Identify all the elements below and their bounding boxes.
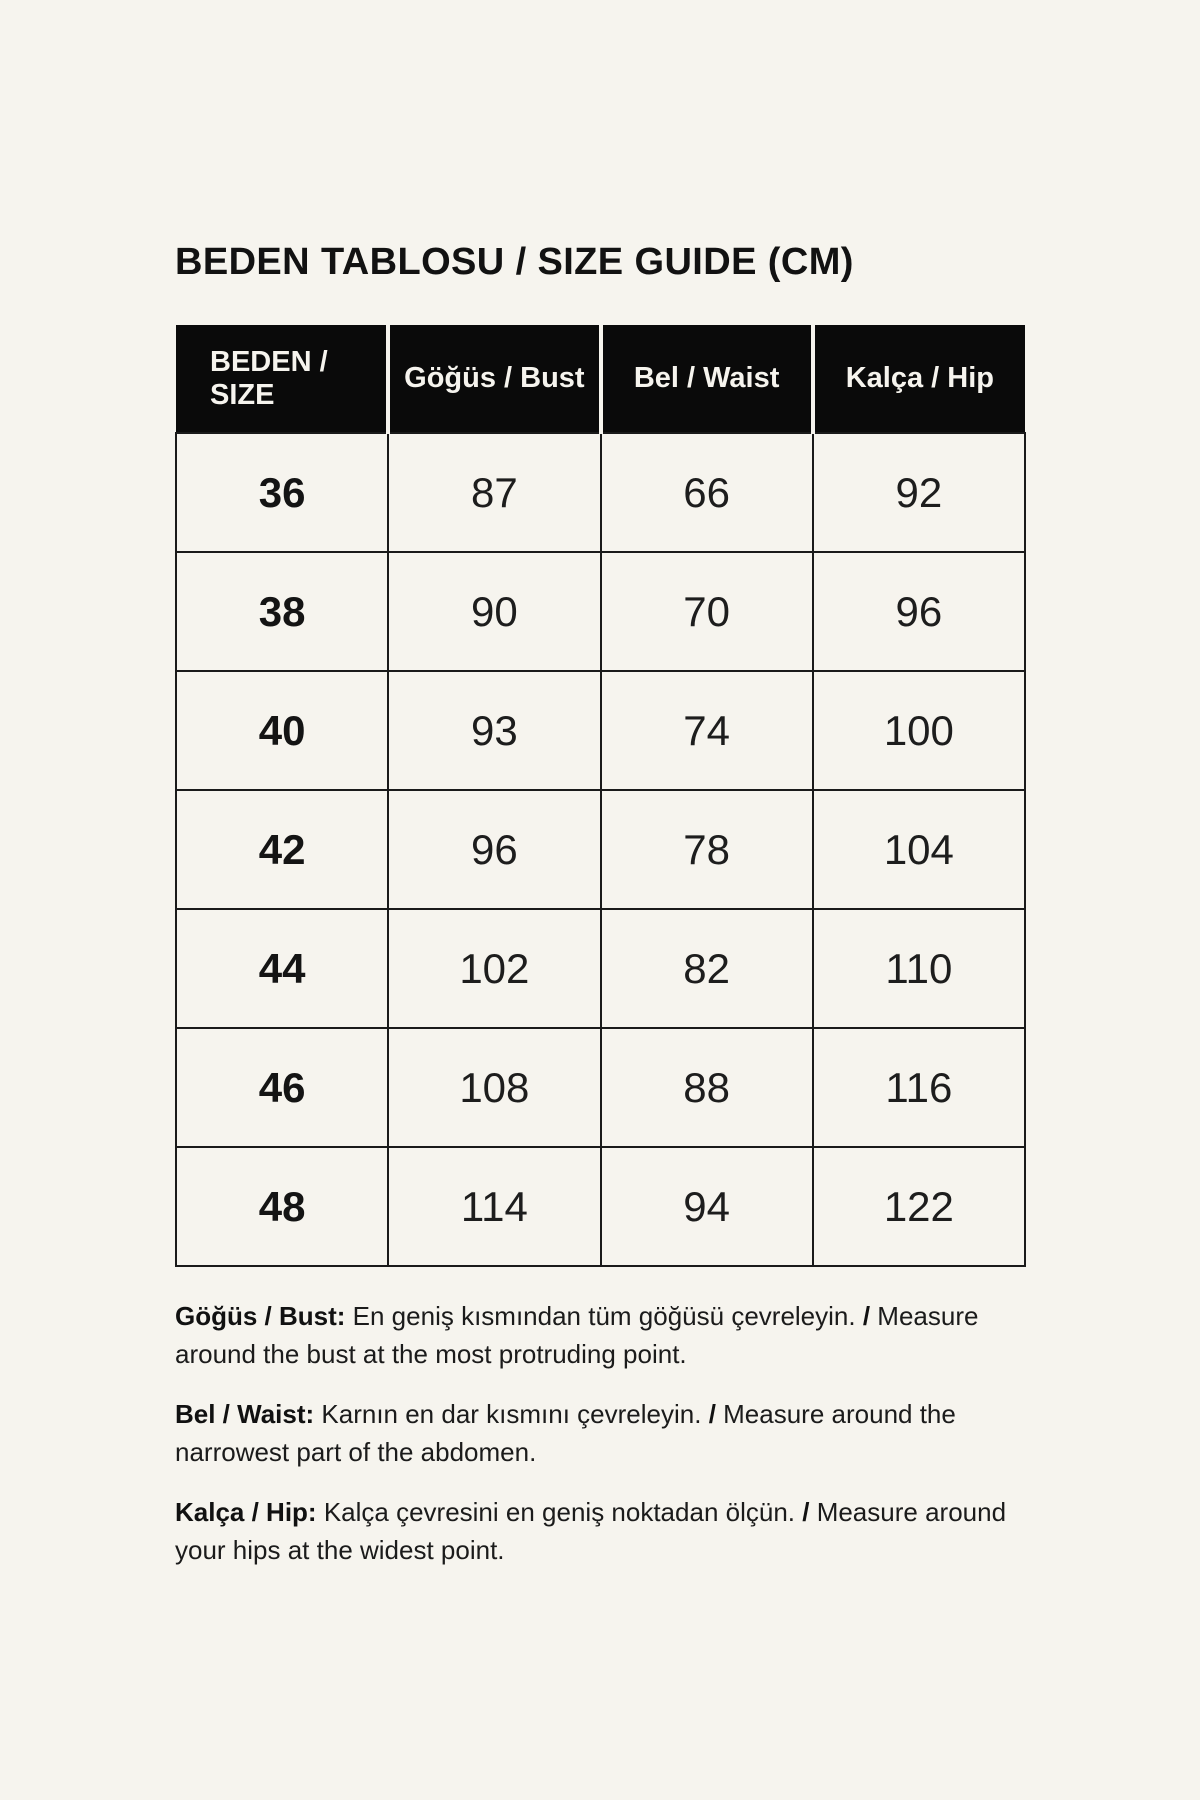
- table-row: [176, 790, 1025, 909]
- bust-cell: 96: [388, 790, 600, 909]
- hip-cell: 92: [813, 433, 1025, 552]
- bust-cell: 93: [388, 671, 600, 790]
- table-row: [176, 1028, 1025, 1147]
- waist-cell: 88: [601, 1028, 813, 1147]
- size-cell: 48: [176, 1147, 388, 1266]
- hip-cell: 104: [813, 790, 1025, 909]
- size-table: [175, 325, 1026, 1267]
- bust-cell: 102: [388, 909, 600, 1028]
- column-header-bust: Göğüs / Bust: [388, 325, 600, 433]
- waist-cell: 94: [601, 1147, 813, 1266]
- hip-cell: 110: [813, 909, 1025, 1028]
- size-cell: 36: [176, 433, 388, 552]
- bust-cell: 87: [388, 433, 600, 552]
- bust-cell: 108: [388, 1028, 600, 1147]
- size-cell: 38: [176, 552, 388, 671]
- note-separator: /: [802, 1497, 810, 1527]
- waist-cell: 66: [601, 433, 813, 552]
- bust-cell: 114: [388, 1147, 600, 1266]
- size-cell: 40: [176, 671, 388, 790]
- table-row: [176, 433, 1025, 552]
- column-header-waist: Bel / Waist: [601, 325, 813, 433]
- note-label: Kalça / Hip:: [175, 1497, 317, 1527]
- hip-cell: 100: [813, 671, 1025, 790]
- table-row: [176, 1147, 1025, 1266]
- hip-cell: 122: [813, 1147, 1025, 1266]
- measure-notes: [175, 1297, 1045, 1591]
- waist-cell: 78: [601, 790, 813, 909]
- size-table-body: [176, 433, 1025, 1266]
- measure-note: Göğüs / Bust: En geniş kısmından tüm göğüsü çevreleyin. / Measure around the bust at the most protruding point.: [175, 1301, 979, 1369]
- hip-cell: 96: [813, 552, 1025, 671]
- column-header-size: BEDEN / SIZE: [176, 325, 388, 433]
- measure-note: Bel / Waist: Karnın en dar kısmını çevreleyin. / Measure around the narrowest part of the abdomen.: [175, 1399, 956, 1467]
- waist-cell: 74: [601, 671, 813, 790]
- table-row: [176, 671, 1025, 790]
- note-separator: /: [862, 1301, 871, 1331]
- note-separator: /: [708, 1399, 716, 1429]
- size-cell: 46: [176, 1028, 388, 1147]
- page-title: BEDEN TABLOSU / SIZE GUIDE (CM): [175, 241, 854, 283]
- table-row: [176, 552, 1025, 671]
- header-row: [176, 325, 1025, 433]
- note-label: Bel / Waist:: [175, 1399, 315, 1429]
- size-table-header: [176, 325, 1025, 433]
- bust-cell: 90: [388, 552, 600, 671]
- note-label: Göğüs / Bust:: [175, 1301, 346, 1331]
- table-row: [176, 909, 1025, 1028]
- size-cell: 44: [176, 909, 388, 1028]
- waist-cell: 70: [601, 552, 813, 671]
- hip-cell: 116: [813, 1028, 1025, 1147]
- size-cell: 42: [176, 790, 388, 909]
- column-header-hip: Kalça / Hip: [813, 325, 1025, 433]
- waist-cell: 82: [601, 909, 813, 1028]
- measure-note: Kalça / Hip: Kalça çevresini en geniş noktadan ölçün. / Measure around your hips at the widest point.: [175, 1497, 1007, 1565]
